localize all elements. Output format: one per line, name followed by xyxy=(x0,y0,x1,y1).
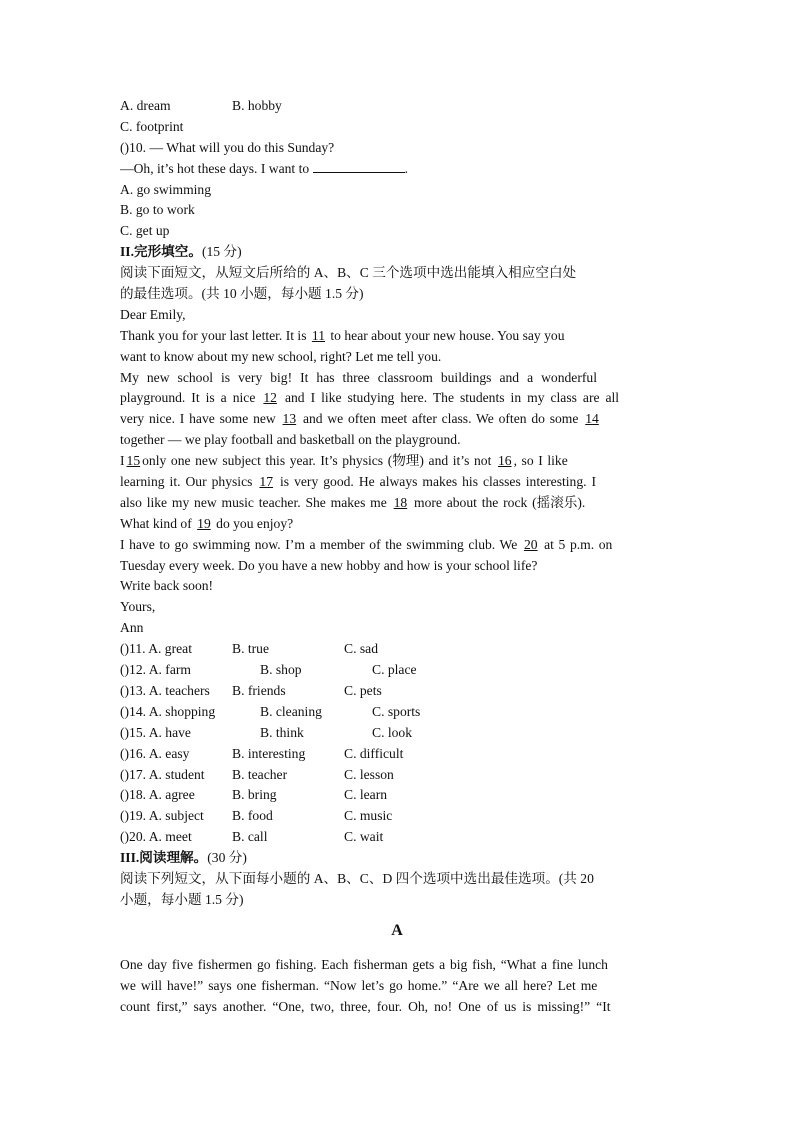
document-page xyxy=(120,96,674,1017)
blank-15: 15 xyxy=(126,453,141,469)
question-10-reply xyxy=(120,159,674,180)
option-row-17: ()17. A. student B. teacher C. lesson xyxy=(120,766,394,782)
passage-label: A xyxy=(391,921,403,939)
option-a: A. go swimming xyxy=(120,181,212,197)
letter-signature: Ann xyxy=(120,620,144,636)
blank-16: 16 xyxy=(497,453,512,469)
reply-text: —Oh, it’s hot these days. I want to xyxy=(120,160,310,176)
blank-11: 11 xyxy=(311,327,325,343)
blank-19: 19 xyxy=(197,515,211,531)
letter-line: I 15 only one new subject this year. It’s physics (物理) and it’s not 16 , so I like xyxy=(120,453,568,469)
letter-line: Thank you for your last letter. It is 11 to hear about your new house. You say you xyxy=(120,327,565,343)
letter-line: Tuesday every week. Do you have a new hobby and how is your school life? xyxy=(120,557,538,573)
blank-13: 13 xyxy=(282,411,297,427)
blank-14: 14 xyxy=(585,411,599,427)
section-2-instructions xyxy=(120,263,674,284)
section-2-heading xyxy=(120,242,674,263)
letter-line: playground. It is a nice 12 and I like studying here. The students in my class are all xyxy=(120,390,620,406)
blank-18: 18 xyxy=(393,494,408,510)
letter-line: I have to go swimming now. I’m a member of the swimming club. We 20 at 5 p.m. on xyxy=(120,536,613,552)
letter-line: learning it. Our physics 17 is very good. He always makes his classes interesting. I xyxy=(120,474,597,490)
blank-12: 12 xyxy=(263,390,277,406)
section-3-heading xyxy=(120,848,674,869)
letter-line: also like my new music teacher. She makes me 18 more about the rock (摇滚乐). xyxy=(120,494,586,510)
option-row-12: ()12. A. farm B. shop C. place xyxy=(120,662,417,678)
letter-salutation: Dear Emily, xyxy=(120,306,186,322)
section-3-instructions: 阅读下列短文，从下面每小题的 A、B、C、D 四个选项中选出最佳选项。(共 20 xyxy=(120,870,594,886)
section-score: (15 分) xyxy=(201,244,242,260)
passage-line: we will have!” says one fisherman. “Now let’s go home.” “Are we all here? Let me xyxy=(120,977,598,993)
reply-end: . xyxy=(404,160,408,176)
letter-line: very nice. I have some new 13 and we often meet after class. We often do some 14 xyxy=(120,411,599,427)
letter-line: want to know about my new school, right? Let me tell you. xyxy=(120,348,442,364)
option-c: C. get up xyxy=(120,223,170,239)
option-row xyxy=(120,96,674,117)
section-title: III.阅读理解。 xyxy=(120,850,208,866)
blank-17: 17 xyxy=(259,474,274,490)
letter-closing: Yours, xyxy=(120,599,156,615)
option-b: B. hobby xyxy=(232,98,282,113)
option-row-14: ()14. A. shopping B. cleaning C. sports xyxy=(120,703,421,719)
letter-line: My new school is very big! It has three classroom buildings and a wonderful xyxy=(120,369,597,385)
section-3-instructions-cont: 小题，每小题 1.5 分) xyxy=(120,891,244,907)
option-row-16: ()16. A. easy B. interesting C. difficult xyxy=(120,745,404,761)
passage-line: One day five fishermen go fishing. Each fisherman gets a big fish, “What a fine lunch xyxy=(120,956,608,972)
option-row-19: ()19. A. subject B. food C. music xyxy=(120,808,393,824)
option-row-15: ()15. A. have B. think C. look xyxy=(120,724,413,740)
section-2-instructions-cont: 的最佳选项。(共 10 小题，每小题 1.5 分) xyxy=(120,286,364,302)
option-row-20: ()20. A. meet B. call C. wait xyxy=(120,829,384,845)
question-10: ()10. — What will you do this Sunday? xyxy=(120,139,335,155)
option-b: B. go to work xyxy=(120,202,195,218)
option-row-13: ()13. A. teachers B. friends C. pets xyxy=(120,682,382,698)
option-row-18: ()18. A. agree B. bring C. learn xyxy=(120,787,388,803)
letter-line: together — we play football and basketball on the playground. xyxy=(120,432,461,448)
passage-line: count first,” says another. “One, two, three, four. Oh, no! One of us is missing!” “It xyxy=(120,998,611,1014)
section-score: (30 分) xyxy=(207,850,247,866)
letter-closing: Write back soon! xyxy=(120,578,214,594)
letter-line: What kind of 19 do you enjoy? xyxy=(120,515,294,531)
blank-20: 20 xyxy=(523,536,538,552)
option-a: A. dream xyxy=(120,98,171,113)
option-c: C. footprint xyxy=(120,118,184,134)
instruction-text: 阅读下面短文，从短文后所给的 A、B、C 三个选项中选出能填入相应空白处 xyxy=(120,265,577,281)
section-title: II.完形填空。 xyxy=(120,244,202,260)
option-row-11: ()11. A. great B. true C. sad xyxy=(120,641,378,657)
answer-blank xyxy=(313,160,405,173)
